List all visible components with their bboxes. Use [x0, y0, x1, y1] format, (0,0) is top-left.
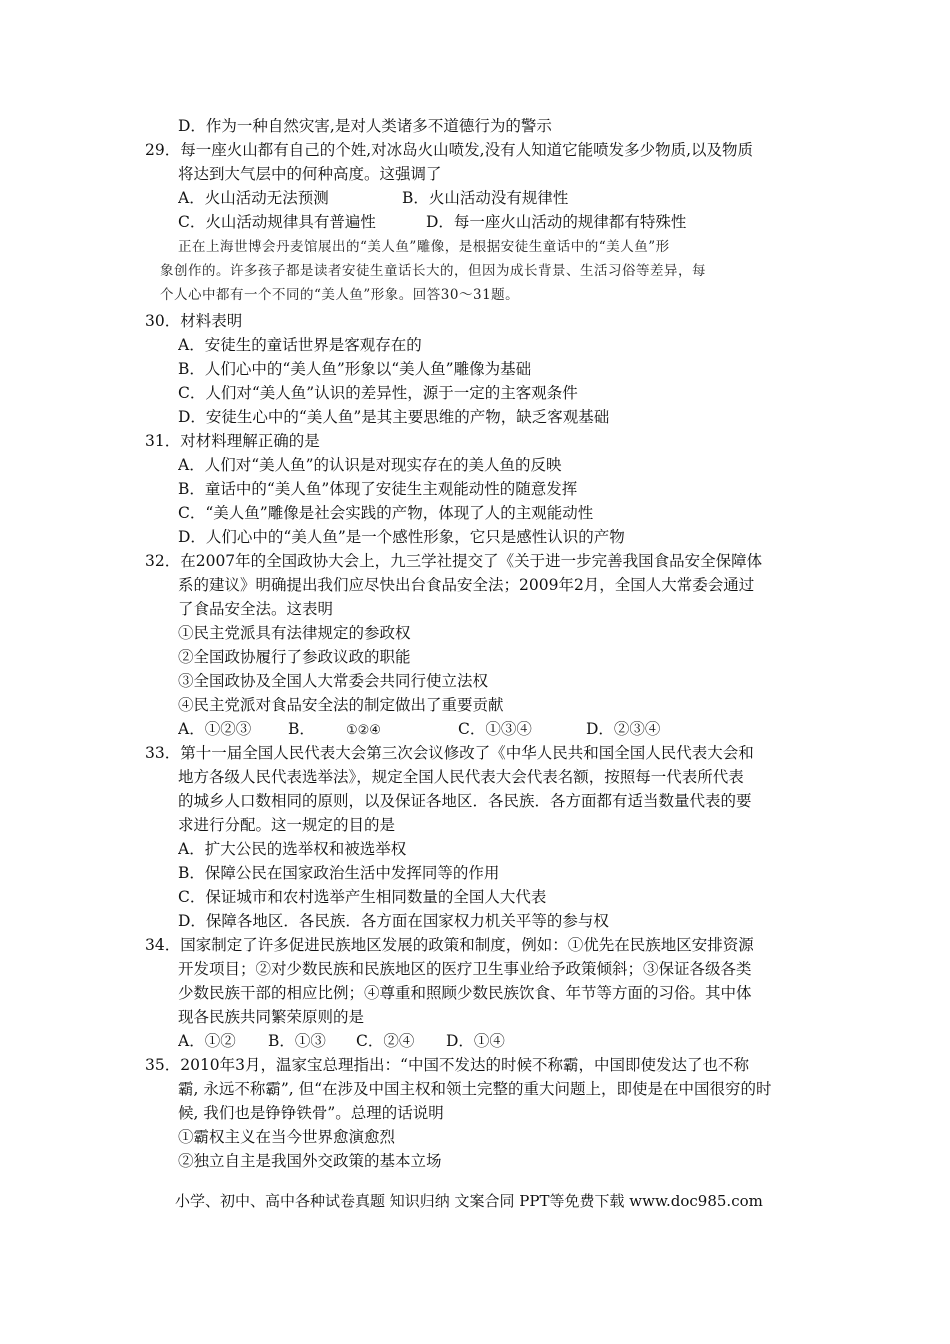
q33-stem-cont-2: 的城乡人口数相同的原则，以及保证各地区．各民族．各方面都有适当数量代表的要	[178, 792, 752, 810]
q32-option-a: A．①②③	[178, 720, 252, 738]
q32-stem-cont-2: 了食品安全法。这表明	[178, 600, 334, 618]
q29-option-b: B．火山活动没有规律性	[402, 189, 569, 207]
q30-option-d: D．安徒生心中的“美人鱼”是其主要思维的产物，缺乏客观基础	[178, 408, 610, 426]
q34-stem-cont-2: 少数民族干部的相应比例；④尊重和照顾少数民族饮食、年节等方面的习俗。其中体	[178, 984, 752, 1002]
q34-stem-cont-3: 现各民族共同繁荣原则的是	[178, 1008, 365, 1026]
q30-option-b: B．人们心中的“美人鱼”形象以“美人鱼”雕像为基础	[178, 360, 532, 378]
q30-option-a: A．安徒生的童话世界是客观存在的	[178, 336, 422, 354]
q29-options-ab	[178, 186, 858, 210]
q29-options-cd	[178, 210, 858, 234]
q31-option-c: C．“美人鱼”雕像是社会实践的产物，体现了人的主观能动性	[178, 504, 594, 522]
q32-option-c: C．①③④	[458, 720, 532, 738]
q32-stem-cont-1: 系的建议》明确提出我们应尽快出台食品安全法；2009年2月，全国人大常委会通过	[178, 576, 755, 594]
q32-options	[178, 717, 858, 743]
q33-option-a: A．扩大公民的选举权和被选举权	[178, 840, 407, 858]
q32-statement-3: ③全国政协及全国人大常委会共同行使立法权	[178, 672, 489, 690]
q29-stem-cont: 将达到大气层中的何种高度。这强调了	[178, 165, 442, 183]
q33-stem-cont-1: 地方各级人民代表选举法》，规定全国人民代表大会代表名额，按照每一代表所代表	[178, 768, 744, 786]
q32-option-d: D．②③④	[586, 720, 661, 738]
q30-option-c: C．人们对“美人鱼”认识的差异性，源于一定的主客观条件	[178, 384, 578, 402]
q29-option-a: A．火山活动无法预测	[178, 189, 329, 207]
material-line-3: 个人心中都有一个不同的“美人鱼”形象。回答30～31题。	[160, 287, 520, 303]
q32-option-b-label: B．	[288, 720, 315, 738]
q32-stem: 32．在2007年的全国政协大会上，九三学社提交了《关于进一步完善我国食品安全保障体	[145, 552, 763, 570]
q31-option-b: B．童话中的“美人鱼”体现了安徒生主观能动性的随意发挥	[178, 480, 578, 498]
q31-option-a: A．人们对“美人鱼”的认识是对现实存在的美人鱼的反映	[178, 456, 562, 474]
q29-stem: 29．每一座火山都有自己的个姓,对冰岛火山喷发,没有人知道它能喷发多少物质,以及物质	[145, 141, 754, 159]
q34-option-c: C．②④	[356, 1032, 415, 1050]
q34-option-a: A．①②	[178, 1032, 236, 1050]
q35-statement-2: ②独立自主是我国外交政策的基本立场	[178, 1152, 442, 1170]
q34-option-d: D．①④	[446, 1032, 505, 1050]
q35-statement-1: ①霸权主义在当今世界愈演愈烈	[178, 1128, 396, 1146]
q31-stem: 31．对材料理解正确的是	[145, 432, 320, 450]
q32-statement-4: ④民主党派对食品安全法的制定做出了重要贡献	[178, 696, 504, 714]
q32-statement-1: ①民主党派具有法律规定的参政权	[178, 624, 411, 642]
q33-option-c: C．保证城市和农村选举产生相同数量的全国人大代表	[178, 888, 547, 906]
q30-stem: 30．材料表明	[145, 312, 243, 330]
q35-stem-cont-1: 霸, 永远不称霸”, 但“在涉及中国主权和领土完整的重大问题上，即使是在中国很穷的时	[178, 1080, 772, 1098]
q33-stem-cont-3: 求进行分配。这一规定的目的是	[178, 816, 396, 834]
q33-option-d: D．保障各地区．各民族．各方面在国家权力机关平等的参与权	[178, 912, 609, 930]
q29-option-d: D．每一座火山活动的规律都有特殊性	[426, 213, 687, 231]
q32-option-b: ①②④	[346, 723, 381, 738]
q33-stem: 33．第十一届全国人民代表大会第三次会议修改了《中华人民共和国全国人民代表大会和	[145, 744, 754, 762]
q32-statement-2: ②全国政协履行了参政议政的职能	[178, 648, 411, 666]
material-line-1: 正在上海世博会丹麦馆展出的“美人鱼”雕像，是根据安徒生童话中的“美人鱼”形	[178, 239, 670, 255]
q34-stem: 34．国家制定了许多促进民族地区发展的政策和制度，例如：①优先在民族地区安排资源	[145, 936, 754, 954]
page-footer: 小学、初中、高中各种试卷真题 知识归纳 文案合同 PPT等免费下载 www.doc985.com	[175, 1192, 763, 1210]
q34-stem-cont-1: 开发项目；②对少数民族和民族地区的医疗卫生事业给予政策倾斜；③保证各级各类	[178, 960, 752, 978]
q29-option-c: C．火山活动规律具有普遍性	[178, 213, 376, 231]
q34-option-b: B．①③	[268, 1032, 326, 1050]
q31-option-d: D．人们心中的“美人鱼”是一个感性形象，它只是感性认识的产物	[178, 528, 625, 546]
material-line-2: 象创作的。许多孩子都是读者安徒生童话长大的，但因为成长背景、生活习俗等差异，每	[160, 263, 706, 279]
q35-stem-cont-2: 候, 我们也是铮铮铁骨”。总理的话说明	[178, 1104, 444, 1122]
q28-option-d: D．作为一种自然灾害,是对人类诸多不道德行为的警示	[178, 117, 552, 135]
q34-options	[178, 1029, 858, 1053]
q35-stem: 35．2010年3月，温家宝总理指出：“中国不发达的时候不称霸，中国即使发达了也不称	[145, 1056, 749, 1074]
q33-option-b: B．保障公民在国家政治生活中发挥同等的作用	[178, 864, 500, 882]
